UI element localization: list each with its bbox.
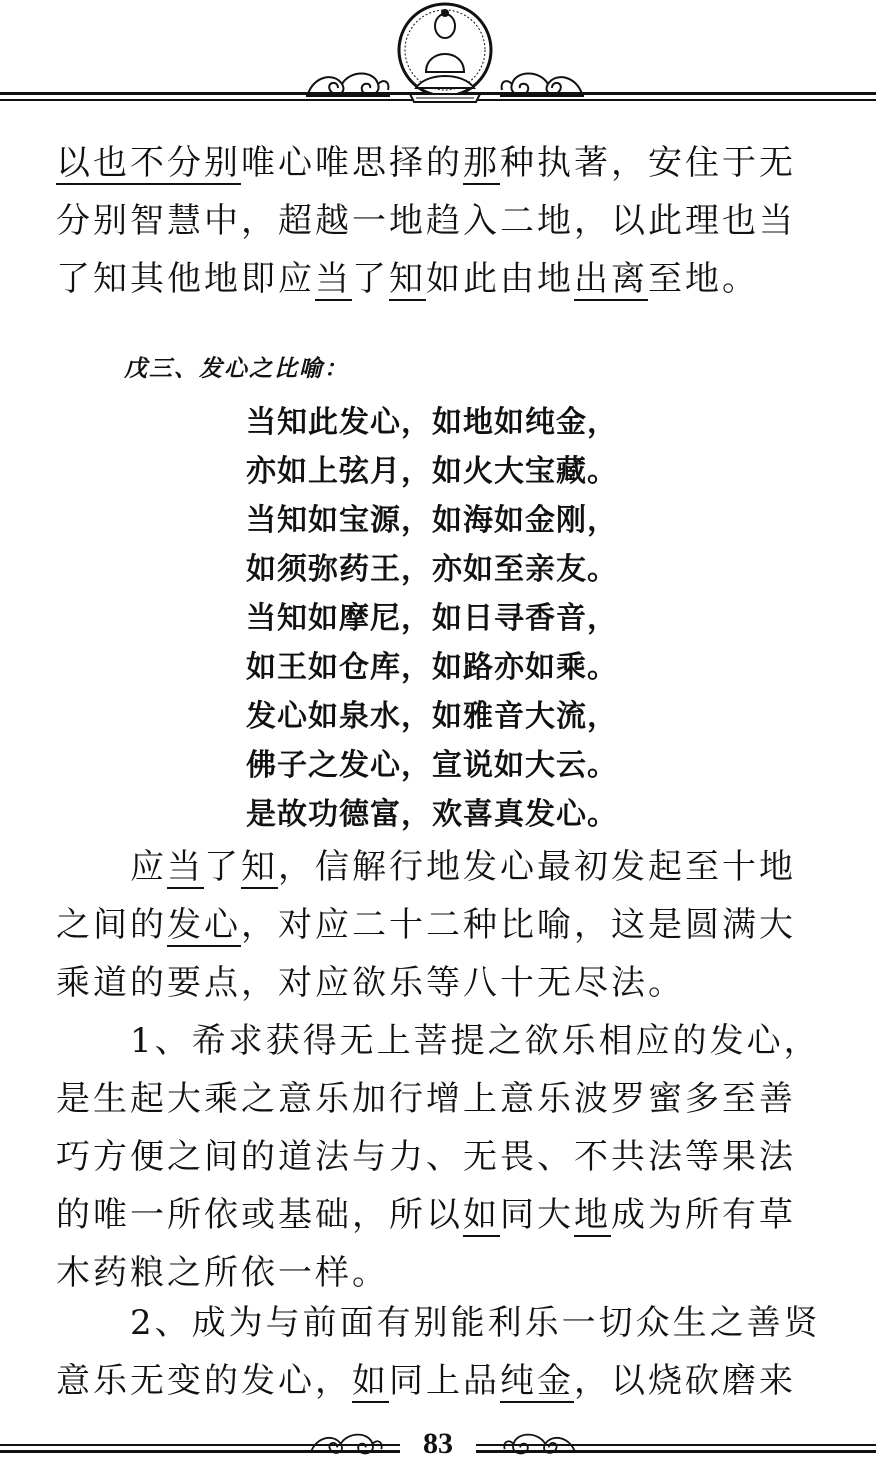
verse-line: 亦如上弦月，如火大宝藏。 <box>246 454 618 489</box>
underlined-phrase: 纯金 <box>500 1361 574 1401</box>
verse-line: 当知此发心，如地如纯金， <box>246 405 618 440</box>
underlined-phrase: 知 <box>241 847 278 887</box>
verse-line: 佛子之发心，宣说如大云。 <box>246 748 618 783</box>
verse-line: 是故功德富，欢喜真发心。 <box>246 797 618 832</box>
underlined-phrase: 出离 <box>574 259 648 299</box>
cloud-scroll-icon <box>304 66 392 100</box>
text-line <box>56 192 846 250</box>
text-line <box>56 1352 846 1410</box>
verse-line: 发心如泉水，如雅音大流， <box>246 699 618 734</box>
text-line <box>56 134 846 192</box>
verse-line: 当知如摩尼，如日寻香音， <box>246 601 618 636</box>
section-heading: 戊三、发心之比喻： <box>124 356 349 382</box>
verse-line: 当知如宝源，如海如金刚， <box>246 503 618 538</box>
text-run: 是生起大乘之意乐加行增上意乐波罗蜜多至善 <box>56 1079 796 1119</box>
page-number: 83 <box>423 1427 453 1460</box>
text-run: 成为所有草 <box>611 1195 796 1235</box>
underlined-phrase: 地 <box>574 1195 611 1235</box>
text-run: 应 <box>56 847 167 887</box>
text-run: 1、希求获得无上菩提之欲乐相应的发心， <box>56 1021 821 1061</box>
text-run: ，以烧砍磨来 <box>574 1361 796 1401</box>
text-line <box>56 1294 846 1352</box>
text-line <box>56 896 846 954</box>
underlined-phrase: 当 <box>315 259 352 299</box>
underlined-phrase: 知 <box>389 259 426 299</box>
verse-line: 如须弥药王，亦如至亲友。 <box>246 552 618 587</box>
text-run: 木药粮之所依一样。 <box>56 1253 389 1293</box>
text-line <box>56 1128 846 1186</box>
text-run: 至地。 <box>648 259 759 299</box>
item-2-paragraph <box>56 1294 846 1410</box>
text-run: 如此由地 <box>426 259 574 299</box>
underlined-phrase: 如 <box>463 1195 500 1235</box>
underlined-phrase: 那 <box>463 143 500 183</box>
text-run: 的唯一所依或基础，所以 <box>56 1195 463 1235</box>
intro-paragraph <box>56 134 846 308</box>
text-run: 种执著，安住于无 <box>500 143 796 183</box>
text-run: 了知其他地即应 <box>56 259 315 299</box>
underlined-phrase: 如 <box>352 1361 389 1401</box>
cloud-scroll-icon <box>498 66 586 100</box>
text-run: 同上品 <box>389 1361 500 1401</box>
text-run: 意乐无变的发心， <box>56 1361 352 1401</box>
text-line <box>56 1012 846 1070</box>
verse-block <box>246 398 618 839</box>
commentary-paragraph <box>56 838 846 1012</box>
text-run: 之间的 <box>56 905 167 945</box>
text-line <box>56 838 846 896</box>
text-line <box>56 250 846 308</box>
text-run: ，信解行地发心最初发起至十地 <box>278 847 796 887</box>
text-run: 同大 <box>500 1195 574 1235</box>
underlined-phrase: 以也不分别 <box>56 143 241 183</box>
text-run: 了 <box>352 259 389 299</box>
text-line <box>56 1070 846 1128</box>
text-run: 分别智慧中，超越一地趋入二地，以此理也当 <box>56 201 796 241</box>
underlined-phrase: 当 <box>167 847 204 887</box>
text-line <box>56 954 846 1012</box>
text-run: ，对应二十二种比喻，这是圆满大 <box>241 905 796 945</box>
verse-line: 如王如仓库，如路亦如乘。 <box>246 650 618 685</box>
text-run: 唯心唯思择的 <box>241 143 463 183</box>
underlined-phrase: 发心 <box>167 905 241 945</box>
text-run: 乘道的要点，对应欲乐等八十无尽法。 <box>56 963 685 1003</box>
text-line <box>56 1186 846 1244</box>
text-run: 巧方便之间的道法与力、无畏、不共法等果法 <box>56 1137 796 1177</box>
text-run: 2、成为与前面有别能利乐一切众生之善贤 <box>56 1303 821 1343</box>
text-run: 了 <box>204 847 241 887</box>
buddha-seated-emblem-icon <box>396 2 494 106</box>
item-1-paragraph <box>56 1012 846 1302</box>
